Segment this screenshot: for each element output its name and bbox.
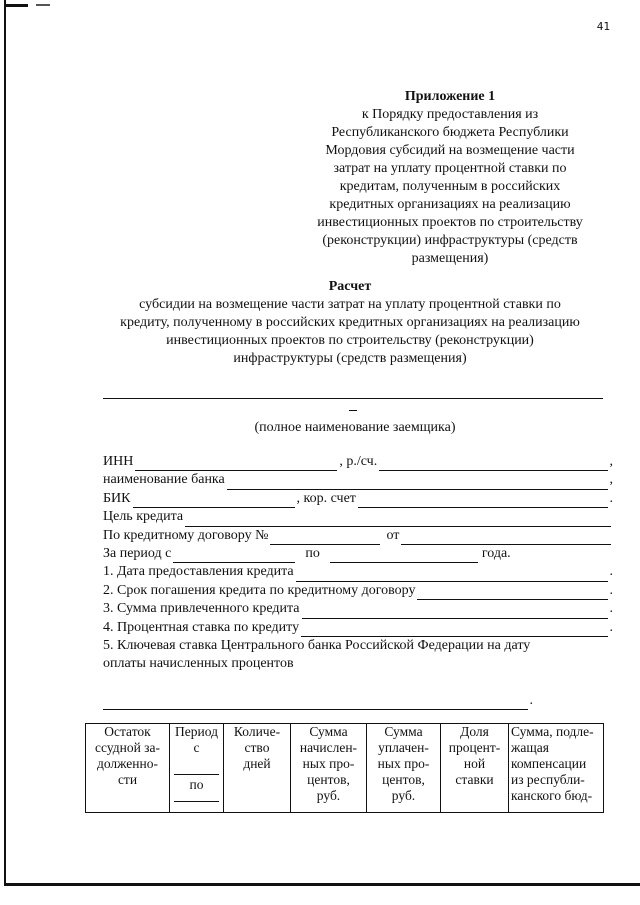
header-text: сти <box>117 772 138 787</box>
period-label: За период с <box>103 545 172 561</box>
header-paid <box>367 724 441 813</box>
appendix-line: размещения) <box>411 251 489 266</box>
header-days <box>224 724 291 813</box>
calculation-line: инвестиционных проектов по строительству (реконструкции) <box>166 333 534 348</box>
header-text: Сумма, подле- <box>511 724 594 739</box>
form-row-item-4 <box>103 619 613 637</box>
appendix-line: инвестиционных проектов по строительству <box>317 215 583 230</box>
borrower-name-field[interactable] <box>103 398 603 399</box>
header-text: начислен- <box>299 740 358 755</box>
header-text: дней <box>243 756 271 771</box>
spacer <box>103 674 613 692</box>
punctuation: , <box>609 453 613 469</box>
appendix-line: к Порядку предоставления из <box>361 107 539 122</box>
calculation-table <box>85 723 604 813</box>
form-row-item-5 <box>103 637 613 655</box>
punctuation: . <box>609 490 613 506</box>
header-text: ссудной за- <box>95 740 160 755</box>
header-balance <box>86 724 170 813</box>
bank-label: наименование банка <box>103 472 225 488</box>
calculation-line: кредиту, полученному в российских кредитных организациях на реализацию <box>120 315 580 330</box>
interest-rate-label: 4. Процентная ставка по кредиту <box>103 619 300 635</box>
header-text: долженно- <box>96 756 158 771</box>
form-row-inn <box>103 453 613 471</box>
form-row-bik <box>103 490 613 508</box>
account-label: , р./сч. <box>339 453 378 469</box>
header-text: Количе- <box>233 724 281 739</box>
appendix-line: кредитных организациях на реализацию <box>329 197 571 212</box>
interest-rate-field[interactable] <box>301 623 607 637</box>
header-accrued <box>291 724 367 813</box>
contract-date-field[interactable] <box>401 531 611 545</box>
header-text: ство <box>244 740 270 755</box>
header-text: компенсации <box>511 756 587 771</box>
appendix-line: затрат на уплату процентной ставки по <box>333 161 567 176</box>
header-text: канского бюд- <box>511 788 593 803</box>
key-rate-field[interactable] <box>103 696 528 710</box>
punctuation: . <box>609 619 613 635</box>
form-row-purpose <box>103 508 613 526</box>
repayment-term-field[interactable] <box>417 586 607 600</box>
contract-number-field[interactable] <box>270 531 380 545</box>
header-compensation <box>509 724 604 813</box>
header-text: Сумма <box>384 724 423 739</box>
form-row-key-rate <box>103 692 533 710</box>
contract-label: По кредитному договору № <box>103 527 269 543</box>
form-row-item-3 <box>103 600 613 618</box>
appendix-title: Приложение 1 <box>404 89 496 104</box>
scan-edge-left <box>4 0 6 885</box>
inn-field[interactable] <box>135 457 337 471</box>
punctuation: . <box>609 564 613 580</box>
contract-date-label: от <box>386 527 400 543</box>
header-text: ных про- <box>377 756 430 771</box>
bank-field[interactable] <box>227 476 608 490</box>
header-text: Доля <box>460 724 489 739</box>
header-rate-share <box>441 724 509 813</box>
scan-mark <box>36 4 50 6</box>
issue-date-field[interactable] <box>296 568 608 582</box>
header-text: Остаток <box>104 724 151 739</box>
form-row-item-1 <box>103 563 613 581</box>
scan-edge-bottom <box>4 883 640 886</box>
borrower-caption: (полное наименование заемщика) <box>254 420 456 435</box>
header-period-to: по <box>189 777 204 792</box>
repayment-term-label: 2. Срок погашения кредита по кредитному договору <box>103 582 416 598</box>
appendix-line: Мордовия субсидий на возмещение части <box>325 143 575 158</box>
bik-field[interactable] <box>133 494 295 508</box>
header-text: из республи- <box>511 772 585 787</box>
divider <box>349 410 357 411</box>
calculation-heading <box>100 278 600 368</box>
appendix-line: Республиканского бюджета Республики <box>331 125 569 140</box>
account-field[interactable] <box>379 457 607 471</box>
header-text: ной <box>463 756 486 771</box>
header-text: руб. <box>391 788 416 803</box>
appendix-line: кредитам, полученным в российских <box>339 179 561 194</box>
requisites-form <box>103 453 613 710</box>
header-text: руб. <box>316 788 341 803</box>
corr-account-label: , кор. счет <box>296 490 356 506</box>
year-label: года. <box>481 545 511 561</box>
issue-date-label: 1. Дата предоставления кредита <box>103 564 294 580</box>
header-period-from: Период с <box>174 724 219 775</box>
form-row-bank <box>103 471 613 489</box>
punctuation: . <box>529 692 533 708</box>
header-text: процент- <box>448 740 501 755</box>
punctuation: , <box>609 472 613 488</box>
period-start-field[interactable] <box>173 549 295 563</box>
header-text: Сумма <box>309 724 348 739</box>
form-row-item-2 <box>103 582 613 600</box>
header-text: центов, <box>307 772 350 787</box>
purpose-field[interactable] <box>185 513 611 527</box>
key-rate-label: 5. Ключевая ставка Центрального банка Российской Федерации на дату <box>103 637 531 653</box>
table-header-row <box>86 724 604 813</box>
header-text: центов, <box>382 772 425 787</box>
header-text: уплачен- <box>378 740 429 755</box>
appendix-line: (реконструкции) инфраструктуры (средств <box>322 233 578 248</box>
key-rate-label-cont: оплаты начисленных процентов <box>103 656 294 672</box>
period-end-field[interactable] <box>330 549 478 563</box>
header-text: жащая <box>511 740 549 755</box>
corr-account-field[interactable] <box>358 494 608 508</box>
bik-label: БИК <box>103 490 131 506</box>
period-to-label: по <box>305 545 320 561</box>
divider <box>174 801 219 802</box>
header-text: ставки <box>455 772 494 787</box>
header-text: ных про- <box>302 756 355 771</box>
header-period <box>170 724 224 813</box>
punctuation: . <box>609 601 613 617</box>
calculation-line: инфраструктуры (средств размещения) <box>233 351 467 366</box>
form-row-item-5-cont <box>103 655 613 673</box>
inn-label: ИНН <box>103 453 134 469</box>
calculation-line: субсидии на возмещение части затрат на уплату процентной ставки по <box>139 297 561 312</box>
calculation-title: Расчет <box>328 279 372 294</box>
punctuation: . <box>609 582 613 598</box>
form-row-contract <box>103 527 613 545</box>
scan-mark <box>6 4 28 7</box>
purpose-label: Цель кредита <box>103 509 184 525</box>
page-number: 41 <box>596 20 610 33</box>
appendix-block <box>300 88 600 268</box>
form-row-period <box>103 545 613 563</box>
loan-amount-label: 3. Сумма привлеченного кредита <box>103 601 300 617</box>
loan-amount-field[interactable] <box>302 605 608 619</box>
